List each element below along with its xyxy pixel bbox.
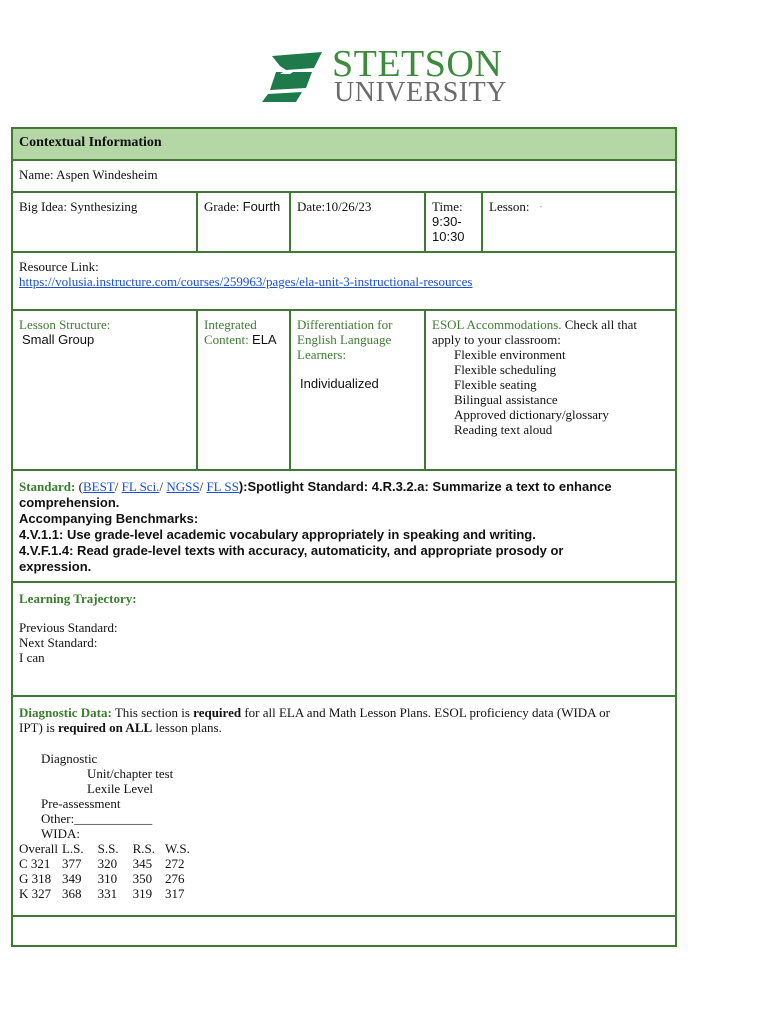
student-name: Name: Aspen Windesheim (12, 160, 676, 192)
diff-label-2: English Language (297, 332, 392, 347)
structure-row (12, 310, 676, 470)
wida-cell: 349 (61, 871, 82, 886)
lesson-structure-value: Small Group (22, 332, 95, 347)
benchmark-1: 4.V.1.1: Use grade-level academic vocabulary appropriately in speaking and writing. (19, 527, 536, 542)
integrated-label-2: Content: (204, 332, 249, 347)
contextual-header: Contextual Information (12, 128, 676, 160)
lesson-structure-cell (12, 310, 197, 470)
standard-sep: / (114, 479, 119, 494)
diagnostic-cell (12, 696, 676, 916)
big-idea: Big Idea: Synthesizing (12, 192, 197, 252)
previous-standard: Previous Standard: (19, 620, 118, 635)
grade-label: Grade: (204, 199, 240, 214)
diagnostic-required-all: required on ALL (58, 720, 153, 735)
standard-close: ): (238, 479, 248, 494)
wida-row (19, 871, 194, 886)
spotlight-standard-line1: Spotlight Standard: 4.R.3.2.a: Summarize a text to enhance (247, 479, 612, 494)
accompanying-benchmarks: Accompanying Benchmarks: (19, 511, 199, 526)
esol-item[interactable]: Bilingual assistance (454, 392, 558, 407)
name-row (12, 160, 676, 192)
other-option[interactable]: Other:____________ (41, 811, 153, 826)
wida-header: Overall (19, 841, 58, 856)
grade-value: Fourth (242, 199, 281, 214)
diagnostic-text-3: IPT) is (19, 720, 55, 735)
diagnostic-row (12, 696, 676, 916)
resource-link[interactable]: https://volusia.instructure.com/courses/259963/pages/ela-unit-3-instructional-resources (19, 274, 473, 289)
time-start: 9:30- (432, 214, 462, 229)
standard-link-fl-sci[interactable]: FL Sci. (121, 479, 160, 494)
wida-cell: K 327 (19, 886, 52, 901)
lesson-value: · (538, 199, 544, 214)
trajectory-cell (12, 582, 676, 696)
esol-item[interactable]: Flexible environment (454, 347, 566, 362)
wida-cell: 377 (61, 856, 82, 871)
standard-row (12, 470, 676, 582)
standard-link-best[interactable]: BEST (82, 479, 115, 494)
esol-item[interactable]: Reading text aloud (454, 422, 553, 437)
resource-label: Resource Link: (19, 259, 99, 274)
resource-row (12, 252, 676, 310)
logo-text-university: UNIVERSITY (334, 77, 507, 108)
standard-open-paren: ( (78, 479, 83, 494)
info-row (12, 192, 676, 252)
wida-header: R.S. (132, 841, 156, 856)
diff-label-3: Learners: (297, 347, 347, 362)
wida-cell: 276 (165, 871, 185, 886)
diagnostic-label: Diagnostic Data: (19, 705, 112, 720)
esol-checklist (432, 347, 669, 437)
trajectory-row (12, 582, 676, 696)
benchmark-2-line1: 4.V.F.1.4: Read grade-level texts with accuracy, automaticity, and appropriate prosody or (19, 543, 564, 558)
wida-scores-table (19, 841, 194, 901)
stetson-logo (262, 44, 522, 110)
wida-row (19, 856, 194, 871)
standard-cell (12, 470, 676, 582)
esol-item[interactable]: Flexible scheduling (454, 362, 557, 377)
empty-row (12, 916, 676, 946)
standard-label: Standard: (19, 479, 76, 494)
time-cell (425, 192, 482, 252)
time-label: Time: (432, 199, 463, 214)
esol-instruction-2: apply to your classroom: (432, 332, 561, 347)
integrated-content-cell (197, 310, 290, 470)
esol-item[interactable]: Approved dictionary/glossary (454, 407, 609, 422)
next-standard: Next Standard: (19, 635, 98, 650)
benchmark-2-line2: expression. (19, 559, 92, 574)
standard-link-fl-ss[interactable]: FL SS (206, 479, 239, 494)
lesson-label: Lesson: (489, 199, 530, 214)
wida-cell: 345 (132, 856, 153, 871)
wida-row (19, 886, 194, 901)
lesson-cell (482, 192, 676, 252)
standard-sep: / (199, 479, 204, 494)
unit-test-option[interactable]: Unit/chapter test (87, 766, 174, 781)
standard-sep: / (159, 479, 164, 494)
wida-cell: 320 (97, 856, 118, 871)
integrated-label-1: Integrated (204, 317, 257, 332)
wida-cell: 331 (97, 886, 118, 901)
wida-cell: 317 (165, 886, 185, 901)
time-end: 10:30 (432, 229, 465, 244)
esol-item[interactable]: Flexible seating (454, 377, 537, 392)
diff-label-1: Differentiation for (297, 317, 393, 332)
wida-header-row (19, 841, 194, 856)
diagnostic-option[interactable]: Diagnostic (41, 751, 98, 766)
lesson-structure-label: Lesson Structure: (19, 317, 111, 332)
diff-value: Individualized (300, 376, 379, 391)
esol-cell (425, 310, 676, 470)
wida-option[interactable]: WIDA: (41, 826, 80, 841)
pre-assessment-option[interactable]: Pre-assessment (41, 796, 121, 811)
wida-cell: 310 (97, 871, 118, 886)
diagnostic-text-4: lesson plans. (155, 720, 222, 735)
wida-cell: 350 (132, 871, 153, 886)
diagnostic-text-2: for all ELA and Math Lesson Plans. ESOL proficiency data (WIDA or (244, 705, 610, 720)
diagnostic-text-1: This section is (114, 705, 190, 720)
date-cell: Date:10/26/23 (290, 192, 425, 252)
standard-link-ngss[interactable]: NGSS (166, 479, 200, 494)
wida-cell: 368 (61, 886, 82, 901)
i-can: I can (19, 650, 45, 665)
lesson-plan-table (11, 127, 677, 947)
esol-instruction-1: Check all that (564, 317, 637, 332)
wida-cell: 272 (165, 856, 185, 871)
contextual-header-row (12, 128, 676, 160)
integrated-value: ELA (252, 332, 277, 347)
wida-header: W.S. (165, 841, 190, 856)
stetson-hatter-icon (262, 50, 324, 102)
wida-header: L.S. (61, 841, 84, 856)
wida-cell: 319 (132, 886, 153, 901)
resource-cell (12, 252, 676, 310)
spotlight-standard-line2: comprehension. (19, 495, 120, 510)
differentiation-cell (290, 310, 425, 470)
trajectory-label: Learning Trajectory: (19, 591, 137, 606)
wida-cell: G 318 (19, 871, 52, 886)
diagnostic-required: required (193, 705, 242, 720)
empty-cell (12, 916, 676, 946)
wida-cell: C 321 (19, 856, 51, 871)
wida-header: S.S. (97, 841, 119, 856)
grade-cell (197, 192, 290, 252)
esol-label: ESOL Accommodations. (432, 317, 562, 332)
logo-text-stetson: STETSON (332, 43, 503, 85)
lexile-option[interactable]: Lexile Level (87, 781, 154, 796)
